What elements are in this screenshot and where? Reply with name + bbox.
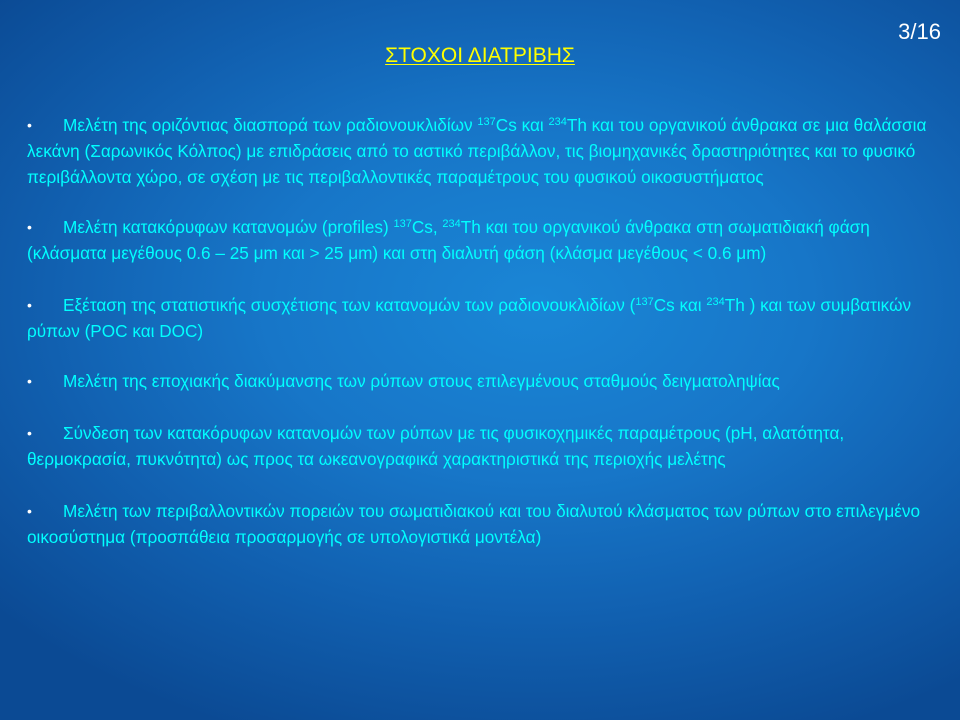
- bullet-dot-icon: •: [27, 425, 32, 441]
- bullet-item-vertical-profiles: [27, 214, 945, 266]
- bullet-list: [27, 112, 945, 573]
- bullet-item-physicochemical-link: [27, 420, 945, 472]
- bullet-text: Εξέταση της στατιστικής συσχέτισης των κατανομών των ραδιονουκλιδίων (: [63, 295, 636, 315]
- bullet-dot-icon: •: [27, 503, 32, 519]
- isotope-mass-number: 234: [442, 218, 461, 230]
- slide-title: [0, 44, 960, 68]
- bullet-text: Cs και: [653, 295, 707, 315]
- bullet-dot-icon: •: [27, 117, 32, 133]
- bullet-dot-icon: •: [27, 219, 32, 235]
- isotope-mass-number: 137: [477, 116, 496, 128]
- bullet-text: Th και του οργανικού άνθρακα στη σωματιδιακή φάση (κλάσματα μεγέθους 0.6 – 25 μm και > 25 μm) και στη διαλυτή φάση (κλάσμα μεγέθους < 0.6 μm): [27, 217, 870, 263]
- isotope-mass-number: 234: [706, 296, 725, 308]
- bullet-text: Μελέτη κατακόρυφων κατανομών (profiles): [63, 217, 394, 237]
- bullet-item-environmental-pathways: [27, 498, 945, 550]
- bullet-dot-icon: •: [27, 297, 32, 313]
- bullet-item-seasonal-variation: [27, 368, 945, 394]
- bullet-item-horizontal-dispersion: [27, 112, 945, 190]
- bullet-item-statistical-correlation: [27, 292, 945, 344]
- bullet-text: Cs,: [411, 217, 443, 237]
- bullet-text: Μελέτη των περιβαλλοντικών πορειών του σωματιδιακού και του διαλυτού κλάσματος των ρύπων στο επιλεγμένο οικοσύστημα (προσπάθεια προσαρμογής σε υπολογιστικά μοντέλα): [27, 501, 921, 547]
- bullet-text: Μελέτη της εποχιακής διακύμανσης των ρύπων στους επιλεγμένους σταθμούς δειγματοληψίας: [63, 371, 780, 391]
- bullet-dot-icon: •: [27, 373, 32, 389]
- page-number: 3/16: [898, 19, 941, 44]
- bullet-text: Σύνδεση των κατακόρυφων κατανομών των ρύπων με τις φυσικοχημικές παραμέτρους (pH, αλατότητα, θερμοκρασία, πυκνότητα) ως προς τα ωκεανογραφικά χαρακτηριστικά της περιοχής μελέτης: [27, 423, 845, 469]
- isotope-mass-number: 137: [393, 218, 412, 230]
- bullet-text: Cs και: [495, 115, 549, 135]
- isotope-mass-number: 234: [548, 116, 567, 128]
- isotope-mass-number: 137: [635, 296, 654, 308]
- bullet-text: Th και του οργανικού άνθρακα σε μια θαλάσσια λεκάνη (Σαρωνικός Κόλπος) με επιδράσεις από το αστικό περιβάλλον, τις βιομηχανικές δραστηριότητες και το φυσικό περιβάλλοντα χώρο, σε σχέση με τις περιβαλλοντικές παραμέτρους του φυσικού οικοσυστήματος: [27, 115, 927, 187]
- slide-title-text: ΣΤΟΧΟΙ ΔΙΑΤΡΙΒΗΣ: [385, 44, 575, 67]
- bullet-text: Μελέτη της οριζόντιας διασπορά των ραδιονουκλιδίων: [63, 115, 478, 135]
- bullet-text: Th ) και των συμβατικών ρύπων (POC και DOC): [27, 295, 912, 341]
